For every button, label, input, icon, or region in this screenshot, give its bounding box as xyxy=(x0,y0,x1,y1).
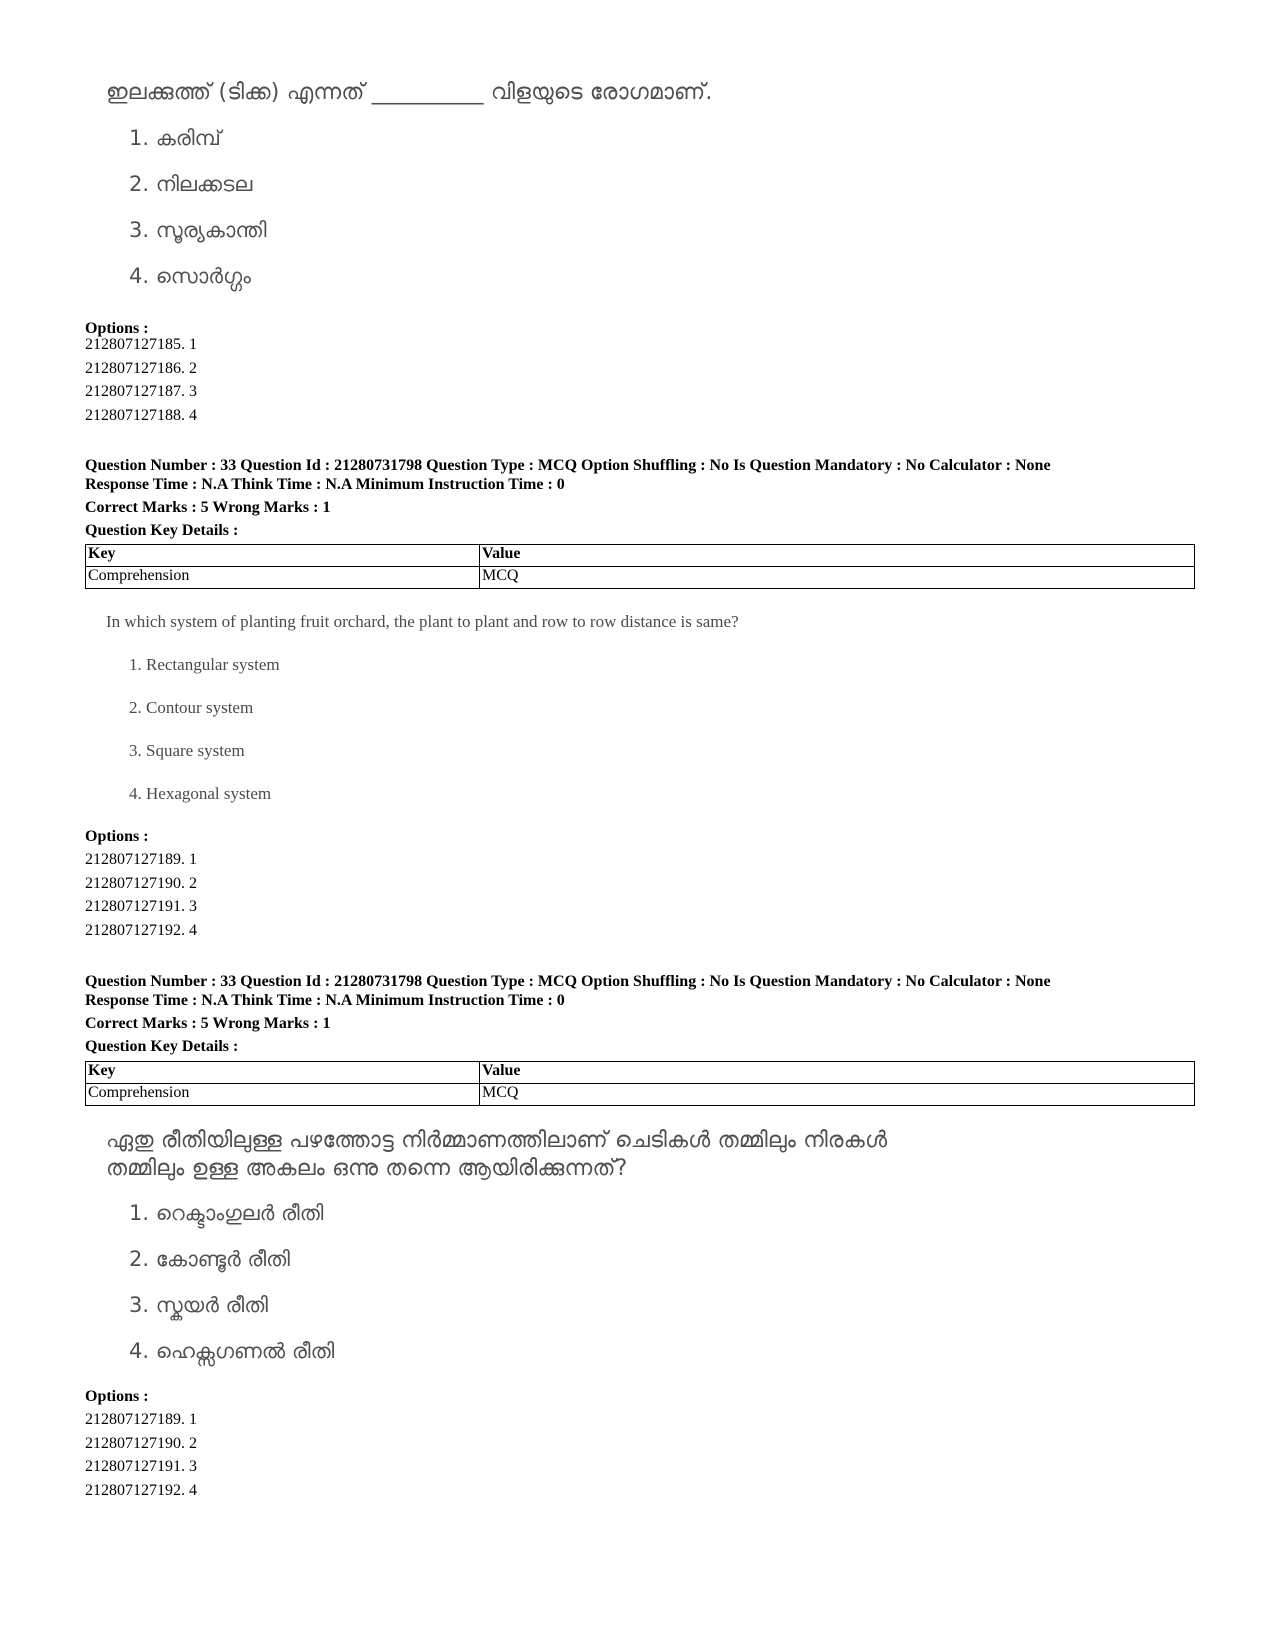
meta-line-1: Question Number : 33 Question Id : 21280731798 Question Type : MCQ Option Shuffling : No Is Question Mandatory : No Calculator : None xyxy=(85,973,1051,990)
option-item: 212807127188. 4 xyxy=(85,406,197,424)
table-header-key: Key xyxy=(86,1062,480,1084)
question-text-line-1: ഏതു രീതിയിലുള്ള പഴത്തോട്ട നിർമ്മാണത്തിലാണ് ചെടികൾ തമ്മിലും നിരകൾ xyxy=(106,1128,888,1153)
option-item: 212807127190. 2 xyxy=(85,874,197,892)
table-cell-value: MCQ xyxy=(480,1084,1195,1106)
meta-line-2: Response Time : N.A Think Time : N.A Minimum Instruction Time : 0 xyxy=(85,476,565,493)
options-label: Options : xyxy=(85,1388,149,1405)
option-item: 212807127186. 2 xyxy=(85,359,197,377)
choice-3: 3. സൂര്യകാന്തി xyxy=(129,218,267,242)
choice-3: 3. സ്കയർ രീതി xyxy=(129,1293,268,1317)
table-cell-value: MCQ xyxy=(480,567,1195,589)
table-header-row xyxy=(86,545,1195,567)
choice-2: 2. Contour system xyxy=(129,698,254,717)
table-row xyxy=(86,567,1195,589)
marks-line: Correct Marks : 5 Wrong Marks : 1 xyxy=(85,1015,331,1032)
question-text: In which system of planting fruit orchard, the plant to plant and row to row distance is same? xyxy=(106,612,739,631)
choice-2: 2. നിലക്കടല xyxy=(129,172,253,196)
option-item: 212807127190. 2 xyxy=(85,1434,197,1452)
meta-line-1: Question Number : 33 Question Id : 21280731798 Question Type : MCQ Option Shuffling : No Is Question Mandatory : No Calculator : None xyxy=(85,457,1051,474)
choice-4: 4. Hexagonal system xyxy=(129,784,272,803)
option-item: 212807127191. 3 xyxy=(85,898,197,915)
table-cell-key: Comprehension xyxy=(86,1084,480,1106)
meta-line-2: Response Time : N.A Think Time : N.A Minimum Instruction Time : 0 xyxy=(85,992,565,1009)
choice-4: 4. സൊർഗ്ഗം xyxy=(129,264,251,288)
table-header-value: Value xyxy=(480,545,1195,567)
table-cell-key: Comprehension xyxy=(86,567,480,589)
option-item: 212807127189. 1 xyxy=(85,851,197,868)
table-header-row xyxy=(86,1062,1195,1084)
choice-3: 3. Square system xyxy=(129,741,245,760)
table-row xyxy=(86,1084,1195,1106)
question-meta xyxy=(85,972,1235,1010)
key-details-label: Question Key Details : xyxy=(85,1038,239,1055)
options-list xyxy=(85,333,197,427)
option-item: 212807127192. 4 xyxy=(85,921,197,939)
key-details-label: Question Key Details : xyxy=(85,522,239,539)
question-text: ഇലക്കുത്ത് (ടിക്ക) എന്നത് __________ വിളയുടെ രോഗമാണ്. xyxy=(106,80,713,105)
choice-1: 1. Rectangular system xyxy=(129,655,280,674)
option-item: 212807127192. 4 xyxy=(85,1481,197,1499)
table-header-value: Value xyxy=(480,1062,1195,1084)
options-list xyxy=(85,1408,197,1502)
choice-4: 4. ഹെക്സഗണൽ രീതി xyxy=(129,1339,335,1363)
options-list xyxy=(85,848,197,942)
choice-2: 2. കോണ്ടൂർ രീതി xyxy=(129,1247,290,1271)
question-meta xyxy=(85,456,1235,494)
option-item: 212807127189. 1 xyxy=(85,1411,197,1428)
key-details-table xyxy=(85,544,1195,589)
table-header-key: Key xyxy=(86,545,480,567)
options-label: Options : xyxy=(85,828,149,845)
option-item: 212807127191. 3 xyxy=(85,1458,197,1475)
choice-1: 1. റെക്ടാംഗുലർ രീതി xyxy=(129,1201,324,1225)
option-item: 212807127185. 1 xyxy=(85,336,197,353)
option-item: 212807127187. 3 xyxy=(85,383,197,400)
question-text-line-2: തമ്മിലും ഉള്ള അകലം ഒന്നു തന്നെ ആയിരിക്കുന്നത്? xyxy=(106,1156,628,1181)
key-details-table xyxy=(85,1061,1195,1106)
choice-1: 1. കരിമ്പ് xyxy=(129,126,221,150)
options-label: Options : xyxy=(85,320,149,337)
marks-line: Correct Marks : 5 Wrong Marks : 1 xyxy=(85,499,331,516)
